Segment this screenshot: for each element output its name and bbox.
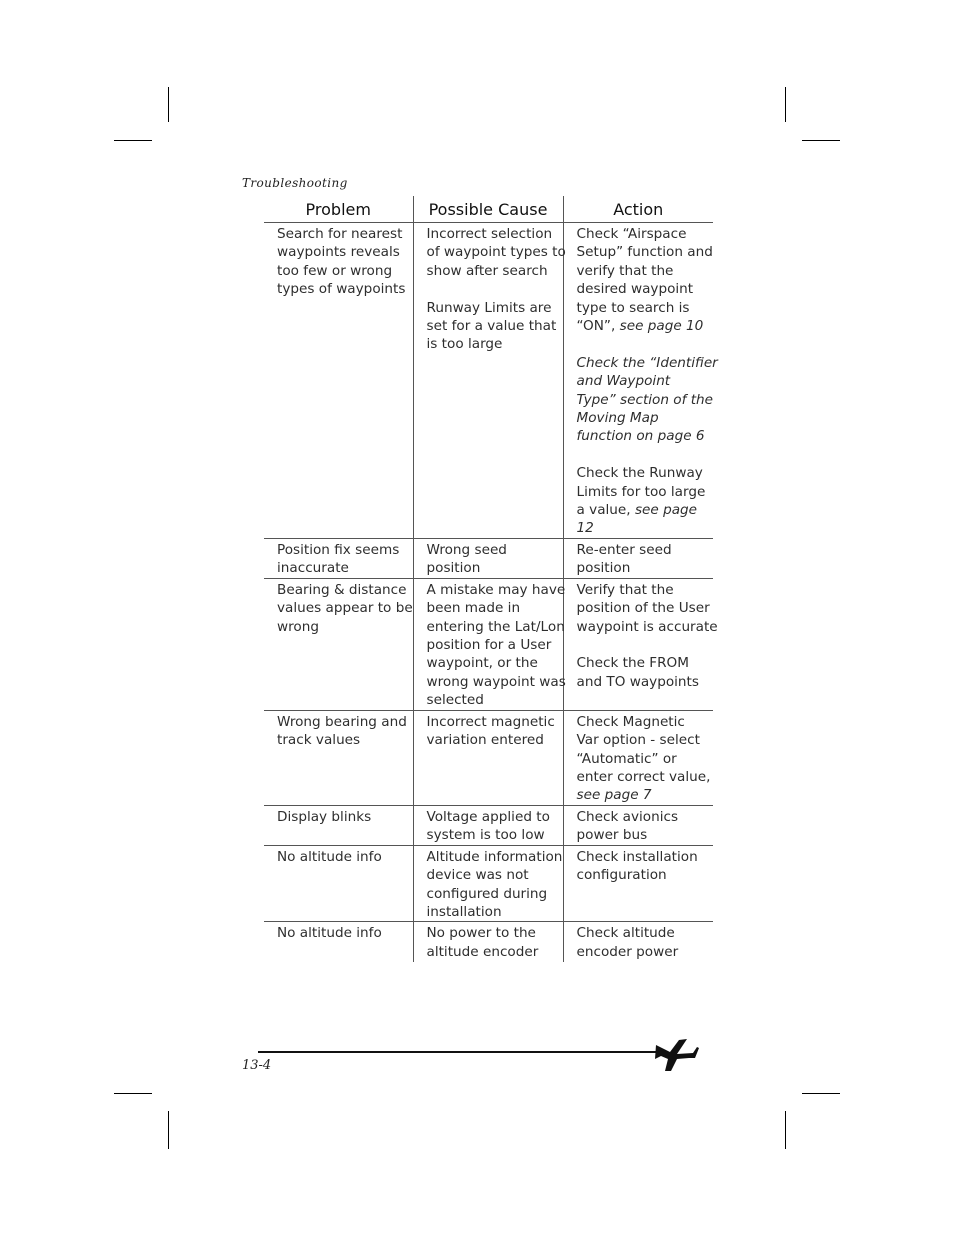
crop-mark [168,1111,169,1149]
section-label: Troubleshooting [242,176,348,190]
crop-mark [785,87,786,122]
column-header-cause: Possible Cause [413,196,563,223]
cause-cell: A mistake may have been made in entering the Lat/Lon position for a User waypoint, or the wrong waypoint was selected [413,578,563,710]
cause-cell: No power to the altitude encoder [413,922,563,962]
action-cell: Check Magnetic Var option - select “Automatic” or enter correct value, see page 7 [563,710,713,805]
action-cell: Re-enter seed position [563,539,713,579]
crop-mark [802,1093,840,1094]
problem-cell: Search for nearest waypoints reveals too few or wrong types of waypoints [264,223,413,539]
page-reference: see page [634,502,698,519]
table-row [264,805,713,845]
problem-cell: Bearing & distance values appear to be wrong [264,578,413,710]
crop-mark [114,140,152,141]
footer-rule [258,1051,663,1053]
cause-cell: Altitude information device was not configured during installation [413,845,563,922]
crop-mark [114,1093,152,1094]
problem-cell: No altitude info [277,925,382,942]
table-row [264,845,713,922]
table-row [264,578,713,710]
page-reference: see page 10 [619,318,704,335]
action-cell: Verify that the position of the User waypoint is accurate Check the FROM and TO waypoints [563,578,713,710]
table-row [264,223,713,539]
table-row [264,922,713,962]
problem-cell: No altitude info [264,845,413,922]
table-row [264,710,713,805]
troubleshooting-table [264,196,718,962]
problem-cell: Position fix seems inaccurate [264,539,413,579]
crop-mark [168,87,169,122]
page-number: 13-4 [242,1058,272,1073]
airplane-icon [655,1037,699,1077]
column-header-action: Action [563,196,713,223]
crop-mark [785,1111,786,1149]
crop-mark [802,140,840,141]
table-row [264,539,713,579]
column-header-problem: Problem [264,196,413,223]
cause-cell: Incorrect selection of waypoint types to show after search Runway Limits are set for a value that is too large [413,223,563,539]
cause-cell: Voltage applied to system is too low [413,805,563,845]
cause-cell: Incorrect magnetic variation entered [413,710,563,805]
problem-cell: Wrong bearing and track values [264,710,413,805]
action-cell: Check altitude encoder power [563,922,713,962]
problem-cell: Display blinks [264,805,413,845]
action-cell: Check installation configuration [563,845,713,922]
page-reference: see page 7 [576,787,652,804]
action-cell: Check “Airspace Setup” function and verify that the desired waypoint type to search is “ON”, see page 10 Check the “Identifier and Waypoint Type” section of the Moving Map function on page 6 Check the Runway Limits for too large a value, see page 12 [563,223,713,539]
cause-cell: Wrong seed position [413,539,563,579]
table-header-row [264,196,713,223]
action-cell: Check avionics power bus [563,805,713,845]
